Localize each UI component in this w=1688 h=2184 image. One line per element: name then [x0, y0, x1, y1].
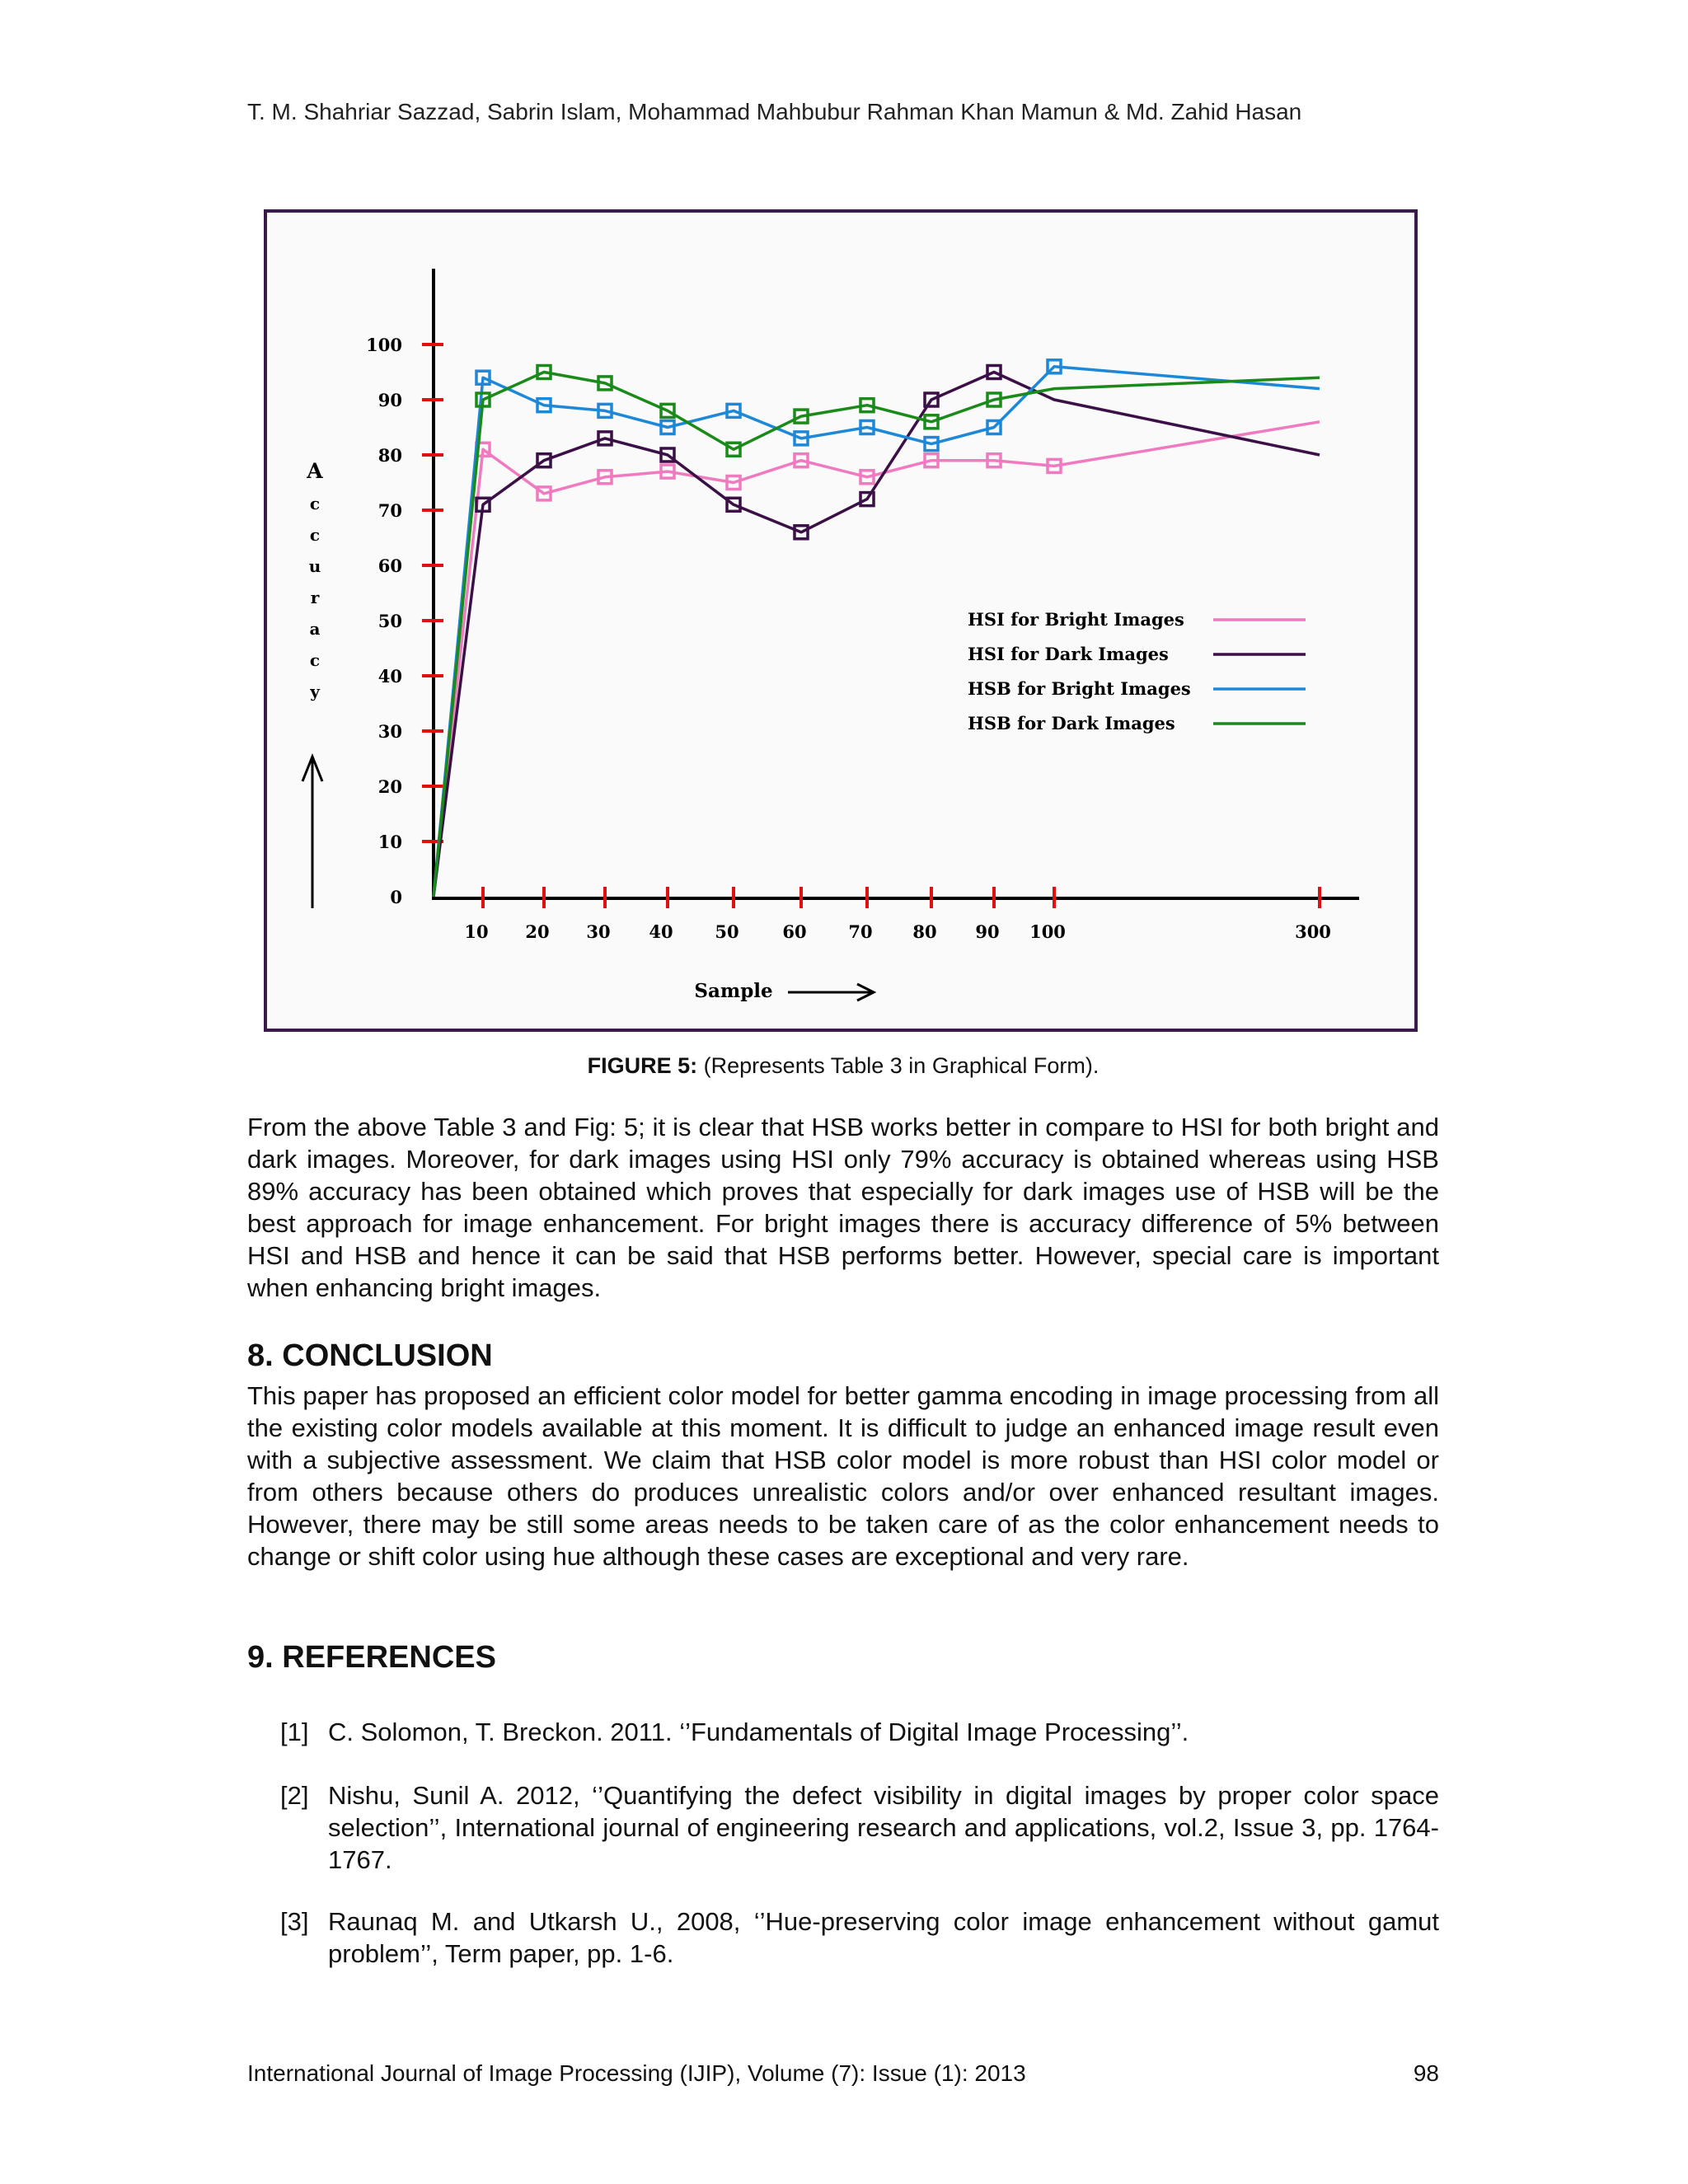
figure-caption — [247, 1053, 1439, 1079]
y-tick-label: 0 — [390, 887, 402, 907]
series-line-3 — [434, 367, 1320, 897]
legend-label: HSB for Dark Images — [968, 713, 1175, 733]
reference-item — [280, 1716, 1439, 1748]
reference-text: Nishu, Sunil A. 2012, ‘’Quantifying the defect visibility in digital images by proper color space selection’’, International journal of engineering research and applications, vol.2, Issue 3, pp. 1764-1767. — [328, 1781, 1439, 1874]
y-tick-label: 90 — [377, 390, 402, 410]
y-tick-label: 40 — [377, 666, 402, 687]
y-axis-label-letter: c — [309, 494, 321, 513]
series-line-2 — [434, 373, 1320, 898]
x-tick-label: 70 — [848, 921, 873, 942]
reference-number: [1] — [280, 1718, 309, 1746]
y-tick-label: 50 — [377, 611, 402, 631]
y-tick-label: 100 — [366, 335, 402, 355]
reference-number: [2] — [280, 1781, 309, 1810]
y-tick-label: 20 — [377, 776, 402, 797]
series-line-1 — [434, 422, 1320, 897]
reference-text: Raunaq M. and Utkarsh U., 2008, ‘’Hue-preserving color image enhancement without gamut problem’’, Term paper, pp. 1-6. — [328, 1907, 1439, 1968]
y-axis-label-letter: A — [307, 459, 323, 483]
x-tick-label: 30 — [586, 921, 611, 942]
figure-caption-text: (Represents Table 3 in Graphical Form). — [697, 1053, 1100, 1078]
reference-text: C. Solomon, T. Breckon. 2011. ‘’Fundamentals of Digital Image Processing’’. — [328, 1718, 1189, 1746]
reference-item — [280, 1905, 1439, 1970]
y-tick-label: 80 — [377, 445, 402, 466]
x-tick-label: 40 — [649, 921, 673, 942]
x-tick-label: 100 — [1029, 921, 1066, 942]
footer-page-number: 98 — [1413, 2060, 1439, 2086]
y-axis-label-letter: u — [308, 556, 321, 576]
footer-journal: International Journal of Image Processing (IJIP), Volume (7): Issue (1): 2013 — [247, 2060, 1026, 2086]
x-tick-label: 300 — [1295, 921, 1331, 942]
figure-5-chart — [267, 213, 1414, 1029]
x-tick-label: 80 — [912, 921, 937, 942]
x-tick-label: 20 — [525, 921, 550, 942]
y-axis-label-letter: y — [310, 682, 320, 701]
y-tick-label: 70 — [377, 500, 402, 521]
y-tick-label: 60 — [377, 555, 402, 576]
x-tick-label: 10 — [464, 921, 489, 942]
legend-label: HSB for Bright Images — [968, 678, 1191, 699]
x-tick-label: 50 — [715, 921, 739, 942]
figure-5-frame — [264, 209, 1418, 1032]
x-tick-label: 60 — [782, 921, 807, 942]
legend-label: HSI for Dark Images — [968, 644, 1169, 664]
reference-number: [3] — [280, 1907, 309, 1936]
figure-caption-label: FIGURE 5: — [587, 1053, 698, 1078]
reference-item — [280, 1779, 1439, 1876]
conclusion-heading: 8. CONCLUSION — [247, 1338, 493, 1373]
references-heading: 9. REFERENCES — [247, 1640, 496, 1675]
y-axis-label-letter: a — [309, 619, 321, 639]
x-tick-label: 90 — [975, 921, 1000, 942]
running-header: T. M. Shahriar Sazzad, Sabrin Islam, Mohammad Mahbubur Rahman Khan Mamun & Md. Zahid Hasan — [247, 99, 1302, 124]
x-axis-label: Sample — [694, 980, 773, 1002]
y-axis-label-letter: c — [309, 525, 321, 545]
y-tick-label: 30 — [377, 721, 402, 742]
legend-label: HSI for Bright Images — [968, 609, 1184, 630]
conclusion-paragraph: This paper has proposed an efficient color model for better gamma encoding in image processing from all the existing color models available at this moment. It is difficult to judge an enhanced image result even with a subjective assessment. We claim that HSB color model is more robust than HSI color model or from others because others do produces unrealistic colors and/or over enhanced resultant images. However, there may be still some areas needs to be taken care of as the color enhancement needs to change or shift color using hue although these cases are exceptional and very rare. — [247, 1381, 1439, 1571]
discussion-paragraph: From the above Table 3 and Fig: 5; it is clear that HSB works better in compare to HSI for both bright and dark images. Moreover, for dark images using HSI only 79% accuracy is obtained whereas using HSB 89% accuracy has been obtained which proves that especially for dark images use of HSB will be the best approach for image enhancement. For bright images there is accuracy difference of 5% between HSI and HSB and hence it can be said that HSB performs better. However, special care is important when enhancing bright images. — [247, 1113, 1439, 1302]
y-axis-label-letter: c — [309, 650, 321, 670]
y-axis-label-letter: r — [310, 588, 320, 607]
y-tick-label: 10 — [377, 832, 402, 852]
